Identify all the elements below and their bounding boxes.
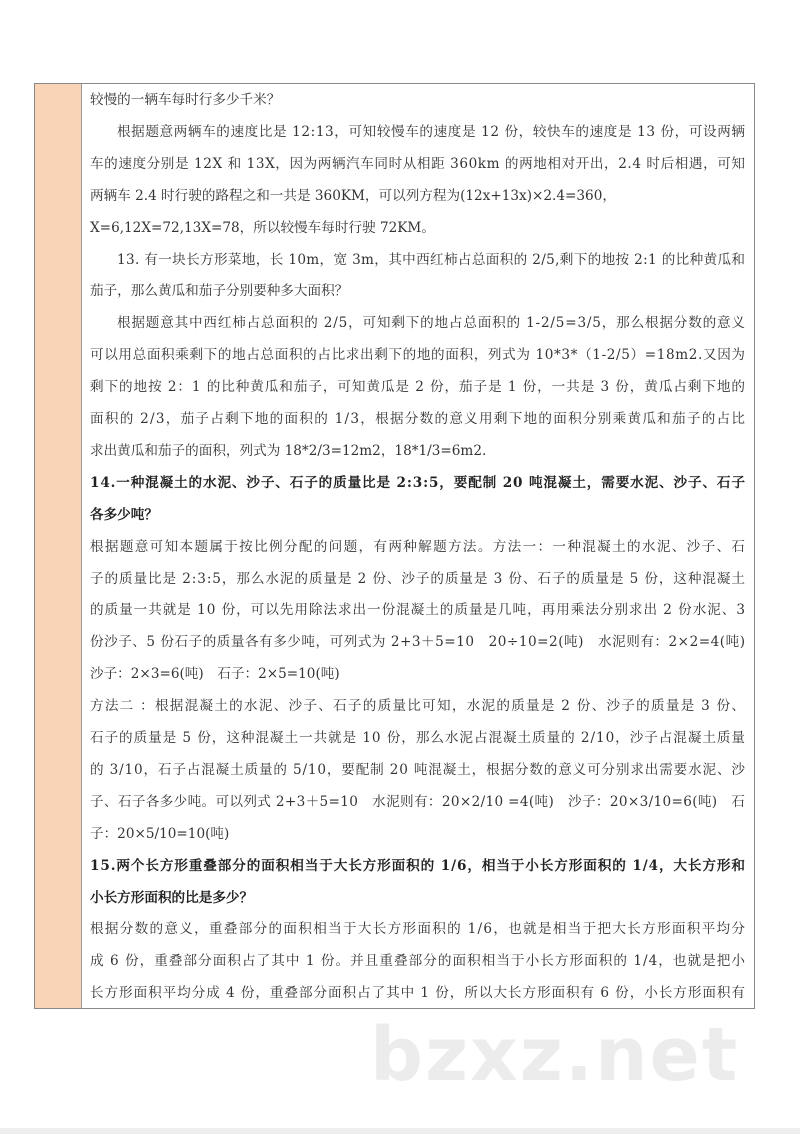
question-line: 各多少吨？ (90, 506, 158, 523)
text-line: 根据题意可知本题属于按比例分配的问题，有两种解题方法。方法一：一种混凝土的水泥、沙子、石 (90, 538, 747, 555)
text-line: 成 6 份，重叠部分面积占了其中 1 份。并且重叠部分的面积相当于小长方形面积的 1/4，也就是把小 (90, 953, 747, 970)
question-line: 小长方形面积的比是多少？ (90, 889, 254, 906)
text-line: 根据题意其中西红柿占总面积的 2/5，可知剩下的地占总面积的 1-2/5=3/5，那么根据分数的意义 (117, 315, 746, 332)
text-line: 沙子：2×3=6(吨) 石子：2×5=10(吨) (90, 666, 340, 683)
text-line: 茄子，那么黄瓜和茄子分别要种多大面积？ (90, 283, 349, 300)
page-bottom-edge (0, 1128, 800, 1134)
text-line: 方法二 ：根据混凝土的水泥、沙子、石子的质量比可知，水泥的质量是 2 份、沙子的质量是 3 份、 (90, 698, 747, 715)
text-line: 子：20×5/10=10(吨) (90, 825, 230, 842)
text-line: 车的速度分别是 12X 和 13X，因为两辆汽车同时从相距 360km 的两地相对开出，2.4 时后相遇，可知 (90, 155, 746, 172)
question-line: 15.两个长方形重叠部分的面积相当于大长方形面积的 1/6，相当于小长方形面积的 1/4，大长方形和 (90, 857, 746, 874)
text-line: 根据题意两辆车的速度比是 12:13，可知较慢车的速度是 12 份，较快车的速度是 13 份，可设两辆 (117, 123, 746, 140)
text-line: 子、石子各多少吨。可以列式 2+3＋5=10 水泥则有：20×2/10 =4(吨) 沙子：20×3/10=6(吨) 石 (90, 793, 746, 810)
text-line: 石子的质量是 5 份，这种混凝土一共就是 10 份，那么水泥占混凝土质量的 2/10，沙子占混凝土质量 (90, 730, 746, 746)
text-line: 求出黄瓜和茄子的面积，列式为 18*2/3=12m2，18*1/3=6m2. (90, 442, 487, 459)
text-line: 面积的 2/3，茄子占剩下地的面积的 1/3，根据分数的意义用剩下地的面积分别乘黄瓜和茄子的占比 (90, 411, 747, 427)
text-line: 两辆车 2.4 时行驶的路程之和一共是 360KM，可以列方程为(12x+13x)×2.4=360， (90, 187, 616, 204)
text-line: 可以用总面积乘剩下的地占总面积的占比求出剩下的地的面积，列式为 10*3*（1-2/5）=18m2.又因为 (90, 347, 746, 364)
text-line: 长方形面积平均分成 4 份，重叠部分面积占了其中 1 份，所以大长方形面积有 6 份，小长方形面积有 (90, 985, 746, 1002)
question-line: 14.一种混凝土的水泥、沙子、石子的质量比是 2:3:5，要配制 20 吨混凝土，需要水泥、沙子、石子 (90, 474, 746, 491)
content-table (34, 83, 755, 1009)
table-left-column (35, 84, 82, 1008)
text-line: 根据分数的意义，重叠部分的面积相当于大长方形面积的 1/6，也就是相当于把大长方形面积平均分 (90, 921, 747, 938)
text-line: X=6,12X=72,13X=78，所以较慢车每时行驶 72KM。 (90, 219, 435, 236)
text-line: 的质量一共就是 10 份，可以先用除法求出一份混凝土的质量是几吨，再用乘法分别求出 2 份水泥、3 (90, 602, 746, 619)
watermark: bzxz.net (370, 1012, 740, 1098)
text-line: 份沙子、5 份石子的质量各有多少吨，可列式为 2+3＋5=10 20÷10=2(吨) 水泥则有：2×2=4(吨) (90, 634, 746, 651)
text-line: 子的质量比是 2:3:5，那么水泥的质量是 2 份、沙子的质量是 3 份、石子的质量是 5 份，这种混凝土 (90, 570, 746, 587)
text-line: 的 3/10，石子占混凝土质量的 5/10，要配制 20 吨混凝土，根据分数的意义可分别求出需要水泥、沙 (90, 761, 746, 778)
text-line: 较慢的一辆车每时行多少千米？ (90, 92, 281, 108)
text-line: 剩下的地按 2：1 的比种黄瓜和茄子，可知黄瓜是 2 份，茄子是 1 份，一共是 3 份，黄瓜占剩下地的 (90, 379, 746, 396)
text-line: 13. 有一块长方形菜地，长 10m，宽 3m，其中西红柿占总面积的 2/5,剩下的地按 2:1 的比种黄瓜和 (117, 251, 746, 268)
